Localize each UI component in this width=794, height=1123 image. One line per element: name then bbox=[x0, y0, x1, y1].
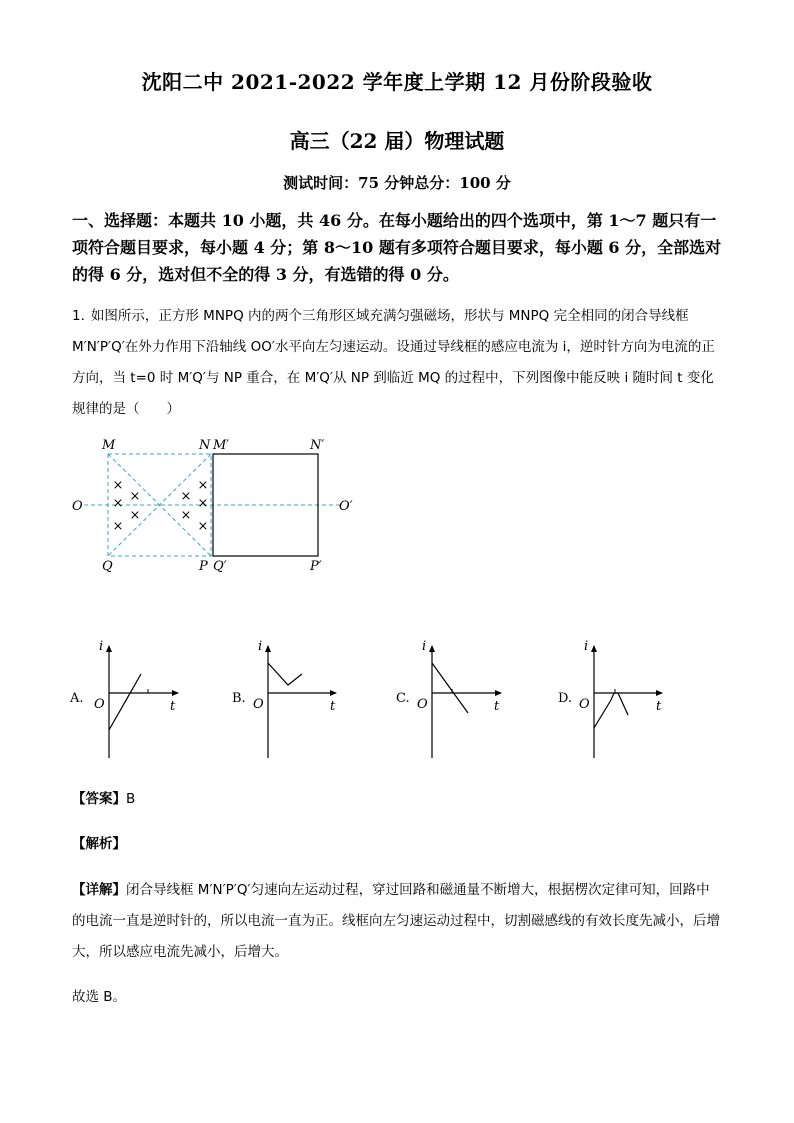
field-crosses-right bbox=[181, 478, 209, 534]
option-a-i-label: i bbox=[99, 639, 104, 654]
option-d[interactable] bbox=[558, 639, 662, 758]
option-b-label: B. bbox=[232, 691, 246, 706]
option-b-curve bbox=[268, 663, 302, 685]
option-c-curve bbox=[432, 663, 468, 713]
option-b[interactable] bbox=[232, 639, 336, 758]
detail-tag: 【详解】 bbox=[72, 882, 126, 898]
option-d-t-label: t bbox=[656, 699, 662, 714]
question-stem: 如图所示，正方形 MNPQ 内的两个三角形区域充满匀强磁场，形状与 MNPQ 完全相同的闭合导线框 M′N′P′Q′在外力作用下沿轴线 OO′水平向左匀速运动。设通过导线框的感应电流为 i，逆时针方向为电流的正方向，当 t=0 时 M′Q′与 NP 重合，在 M′Q′从 NP 到临近 MQ 的过程中，下列图像中能反映 i 随时间 t 变化规律的是（ ） bbox=[72, 308, 715, 417]
label-p: P bbox=[199, 559, 208, 574]
detail-text: 闭合导线框 M′N′P′Q′匀速向左运动过程，穿过回路和磁通量不断增大，根据楞次定律可知，回路中的电流一直是逆时针的，所以电流一直为正。线框向左匀速运动过程中，切割磁感线的有效长度先减小，后增大，所以感应电流先减小，后增大。 bbox=[72, 882, 720, 960]
field-figure bbox=[70, 432, 360, 582]
analysis-heading bbox=[72, 832, 126, 852]
svg-text:×: × bbox=[197, 478, 209, 493]
answer-line bbox=[72, 787, 135, 807]
detail-explanation bbox=[72, 875, 722, 968]
exam-info: 测试时间：75 分钟总分：100 分 bbox=[283, 174, 511, 192]
label-q-prime: Q′ bbox=[213, 559, 227, 574]
analysis-tag: 【解析】 bbox=[72, 836, 126, 852]
label-o-prime: O′ bbox=[339, 499, 353, 514]
option-d-curve bbox=[594, 693, 628, 728]
svg-text:×: × bbox=[197, 519, 209, 534]
svg-text:×: × bbox=[129, 489, 141, 504]
label-q: Q bbox=[102, 559, 113, 574]
option-a-origin: O bbox=[94, 697, 105, 712]
question-number: 1. bbox=[72, 308, 85, 324]
option-d-origin: O bbox=[579, 697, 590, 712]
option-c-label: C. bbox=[396, 691, 410, 706]
label-n-prime: N′ bbox=[310, 438, 325, 453]
svg-text:×: × bbox=[112, 478, 124, 493]
svg-text:×: × bbox=[112, 519, 124, 534]
option-b-i-label: i bbox=[258, 639, 263, 654]
option-b-origin: O bbox=[253, 697, 264, 712]
question-1 bbox=[72, 301, 722, 425]
label-m-prime: M′ bbox=[213, 438, 230, 453]
field-crosses-left bbox=[113, 478, 141, 534]
option-a-curve bbox=[109, 674, 141, 730]
answer-tag: 【答案】 bbox=[72, 791, 126, 807]
label-p-prime: P′ bbox=[310, 559, 322, 574]
option-c[interactable] bbox=[396, 639, 501, 758]
svg-text:×: × bbox=[180, 489, 192, 504]
exam-title: 沈阳二中 2021-2022 学年度上学期 12 月份阶段验收 bbox=[141, 70, 653, 94]
conclusion-line: 故选 B。 bbox=[72, 989, 127, 1005]
section-instructions: 一、选择题：本题共 10 小题，共 46 分。在每小题给出的四个选项中，第 1～7 题只有一项符合题目要求，每小题 4 分；第 8～10 题有多项符合题目要求，每小题 6 分，全部选对的得 6 分，选对但不全的得 3 分，有选错的得 0 分。 bbox=[72, 211, 722, 284]
svg-text:×: × bbox=[180, 508, 192, 523]
option-a[interactable] bbox=[69, 639, 178, 758]
option-d-label: D. bbox=[558, 691, 573, 706]
svg-text:×: × bbox=[112, 496, 124, 511]
options-graphs bbox=[66, 630, 726, 765]
label-o: O bbox=[72, 499, 83, 514]
option-a-t-label: t bbox=[170, 699, 176, 714]
exam-subtitle: 高三（22 届）物理试题 bbox=[289, 129, 505, 153]
option-c-i-label: i bbox=[422, 639, 427, 654]
option-a-label: A. bbox=[70, 691, 84, 706]
svg-text:×: × bbox=[197, 496, 209, 511]
answer-value: B bbox=[126, 791, 136, 807]
label-n: N bbox=[199, 438, 211, 453]
svg-text:×: × bbox=[129, 508, 141, 523]
option-c-t-label: t bbox=[494, 699, 500, 714]
option-d-i-label: i bbox=[584, 639, 589, 654]
label-m: M bbox=[102, 438, 116, 453]
option-c-origin: O bbox=[417, 697, 428, 712]
option-b-t-label: t bbox=[330, 699, 336, 714]
